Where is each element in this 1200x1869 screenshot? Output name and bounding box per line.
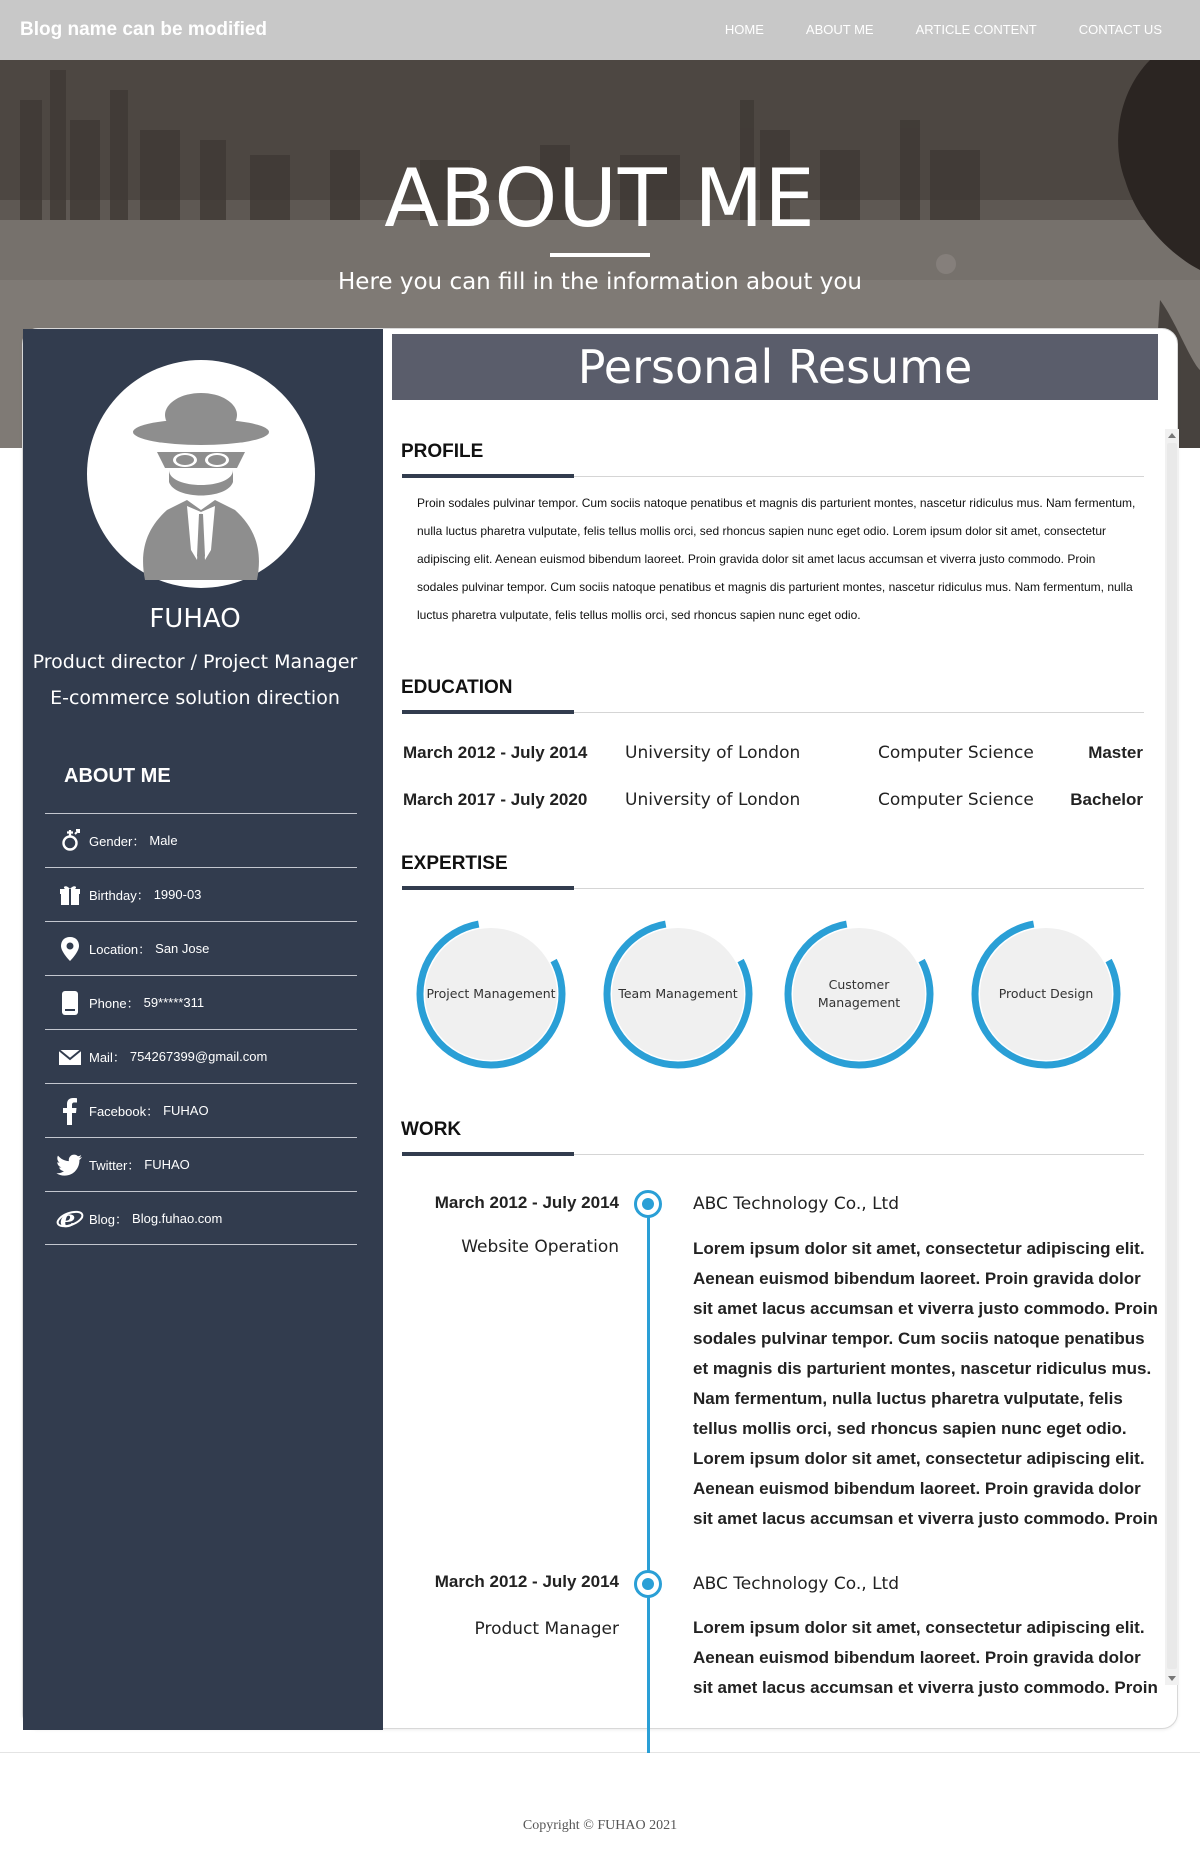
work-description — [693, 1613, 1179, 1703]
info-value[interactable]: FUHAO — [144, 1157, 190, 1172]
edu-school: University of London — [625, 743, 801, 763]
info-label: Location： — [89, 942, 152, 957]
work-description — [693, 1234, 1179, 1534]
skill-label: Project Management — [426, 986, 556, 1001]
info-label: Birthday： — [89, 888, 150, 903]
work-desc-line: tellus mollis orci, sed rhoncus sapien nunc eget odio. — [693, 1419, 1127, 1438]
skill-label: Team Management — [618, 986, 738, 1001]
section-accent-bar — [402, 710, 574, 714]
resume-main — [383, 329, 1179, 1730]
profile-sidebar — [23, 329, 383, 1730]
top-navbar — [0, 0, 1200, 60]
section-accent-bar — [402, 1152, 574, 1156]
info-value: San Jose — [155, 941, 210, 956]
resume-title-banner — [392, 334, 1158, 400]
skill-ring — [411, 914, 571, 1074]
timeline-dot — [634, 1190, 662, 1218]
info-value: 59*****311 — [143, 995, 205, 1010]
work-desc-line: Lorem ipsum dolor sit amet, consectetur adipiscing elit. — [693, 1618, 1145, 1637]
work-desc-line: Aenean euismod bibendum laoreet. Proin gravida dolor — [693, 1479, 1141, 1498]
edu-major: Computer Science — [878, 790, 1034, 810]
work-heading: WORK — [401, 1119, 462, 1140]
work-desc-line: sodales pulvinar tempor. Cum sociis natoque penatibus — [693, 1329, 1145, 1348]
scrollbar-thumb[interactable] — [1167, 443, 1177, 1669]
work-company: ABC Technology Co., Ltd — [693, 1574, 900, 1594]
education-row — [403, 790, 1143, 820]
footer-divider — [0, 1752, 1200, 1753]
skill-ring — [779, 914, 939, 1074]
work-desc-line: Aenean euismod bibendum laoreet. Proin gravida dolor — [693, 1648, 1141, 1667]
avatar — [87, 360, 315, 588]
section-accent-bar — [402, 474, 574, 478]
spy-avatar-icon — [87, 360, 315, 588]
resume-title: Personal Resume — [577, 340, 973, 394]
info-row-mail — [45, 1029, 357, 1083]
work-date: March 2012 - July 2014 — [434, 1193, 619, 1212]
profile-direction: E-commerce solution direction — [50, 687, 340, 709]
nav-home-link[interactable]: HOME — [724, 22, 764, 37]
work-desc-line: Lorem ipsum dolor sit amet, consectetur adipiscing elit. — [693, 1449, 1145, 1468]
info-value: 1990-03 — [153, 887, 202, 902]
info-label: Blog： — [89, 1211, 129, 1227]
info-row-facebook — [45, 1083, 357, 1137]
resume-card — [22, 328, 1178, 1729]
work-desc-line: sit amet lacus accumsan et viverra justo commodo. Proin — [693, 1678, 1158, 1697]
resume-scroll-area[interactable] — [383, 429, 1163, 1697]
skill-label: Customer Management — [817, 977, 901, 1010]
info-value[interactable]: Blog.fuhao.com — [132, 1210, 223, 1226]
mail-icon — [53, 1040, 87, 1074]
info-row-gender — [45, 813, 357, 867]
work-date: March 2012 - July 2014 — [434, 1572, 619, 1591]
skill-ring — [966, 914, 1126, 1074]
location-pin-icon — [53, 932, 87, 966]
nav-links — [683, 0, 1162, 60]
work-role: Website Operation — [461, 1237, 619, 1257]
blog-brand[interactable]: Blog name can be modified — [20, 19, 268, 40]
work-desc-line: Aenean euismod bibendum laoreet. Proin gravida dolor — [693, 1269, 1141, 1288]
scroll-down-arrow-icon[interactable] — [1168, 1676, 1176, 1681]
timeline-dot — [634, 1570, 662, 1598]
work-desc-line: sit amet lacus accumsan et viverra justo commodo. Proin — [693, 1299, 1158, 1318]
edu-degree: Bachelor — [1070, 790, 1143, 809]
nav-article-link[interactable]: ARTICLE CONTENT — [915, 22, 1037, 37]
skill-label: Product Design — [998, 986, 1094, 1001]
expertise-heading: EXPERTISE — [401, 853, 508, 874]
edu-major: Computer Science — [878, 743, 1034, 763]
work-desc-line: Lorem ipsum dolor sit amet, consectetur adipiscing elit. — [693, 1239, 1145, 1258]
info-row-blog — [45, 1191, 357, 1245]
work-company: ABC Technology Co., Ltd — [693, 1194, 900, 1214]
info-value[interactable]: 754267399@gmail.com — [129, 1049, 268, 1064]
gift-icon — [53, 878, 87, 912]
contact-info-list — [45, 813, 357, 1245]
profile-heading: PROFILE — [401, 441, 484, 462]
info-row-phone — [45, 975, 357, 1029]
info-label: Phone： — [89, 996, 140, 1011]
scroll-up-arrow-icon[interactable] — [1168, 433, 1176, 438]
resume-scrollbar[interactable] — [1165, 429, 1179, 1685]
edu-date: March 2017 - July 2020 — [403, 790, 588, 809]
hero-divider — [550, 253, 650, 257]
edu-date: March 2012 - July 2014 — [403, 743, 588, 762]
timeline-line — [647, 1203, 650, 1753]
education-heading: EDUCATION — [401, 677, 513, 698]
info-row-location — [45, 921, 357, 975]
profile-role: Product director / Project Manager — [32, 651, 358, 673]
info-row-twitter — [45, 1137, 357, 1191]
profile-name: FUHAO — [149, 604, 241, 634]
info-row-birthday — [45, 867, 357, 921]
edu-school: University of London — [625, 790, 801, 810]
info-label: Gender： — [89, 834, 146, 849]
phone-icon — [53, 986, 87, 1020]
info-value: Male — [149, 833, 178, 848]
hero-subtitle: Here you can fill in the information about you — [338, 269, 862, 295]
profile-text: Proin sodales pulvinar tempor. Cum sociis natoque penatibus et magnis dis parturient montes, nascetur ridiculus mus. Nam fermentum, nulla luctus pharetra vulputate, felis tellus mollis orci, sed rhoncus sapien nunc eget odio. Lorem ipsum dolor sit amet, consectetur adipiscing elit. Aenean euismod bibendum laoreet. Proin gravida dolor sit amet lacus accumsan et viverra justo commodo. Proin sodales pulvinar tempor. Cum sociis natoque penatibus et magnis dis parturient montes, nascetur ridiculus mus. Nam fermentum, nulla luctus pharetra vulputate, felis tellus mollis orci, sed rhoncus sapien nunc eget odio. — [417, 496, 1136, 622]
work-desc-line: sit amet lacus accumsan et viverra justo commodo. Proin — [693, 1509, 1158, 1528]
nav-about-link[interactable]: ABOUT ME — [805, 22, 874, 37]
edu-degree: Master — [1088, 743, 1143, 762]
work-role: Product Manager — [474, 1619, 619, 1639]
hero-title: ABOUT ME — [384, 152, 816, 245]
ie-browser-icon — [53, 1201, 87, 1235]
gender-icon — [53, 824, 87, 858]
about-me-heading: ABOUT ME — [64, 765, 171, 787]
education-row — [403, 743, 1143, 773]
facebook-icon — [53, 1094, 87, 1128]
twitter-icon — [53, 1148, 87, 1182]
info-label: Twitter： — [89, 1158, 141, 1173]
footer-copyright: Copyright © FUHAO 2021 — [522, 1818, 678, 1833]
info-label: Facebook： — [89, 1104, 160, 1119]
svg-text:e: e — [60, 1204, 76, 1233]
info-value[interactable]: FUHAO — [163, 1103, 209, 1118]
nav-contact-link[interactable]: CONTACT US — [1078, 22, 1162, 37]
skill-ring — [598, 914, 758, 1074]
work-desc-line: et magnis dis parturient montes, nascetur ridiculus mus. — [693, 1359, 1152, 1378]
section-accent-bar — [402, 886, 574, 890]
info-label: Mail： — [89, 1050, 126, 1065]
work-desc-line: Nam fermentum, nulla luctus pharetra vulputate, felis — [693, 1389, 1123, 1408]
